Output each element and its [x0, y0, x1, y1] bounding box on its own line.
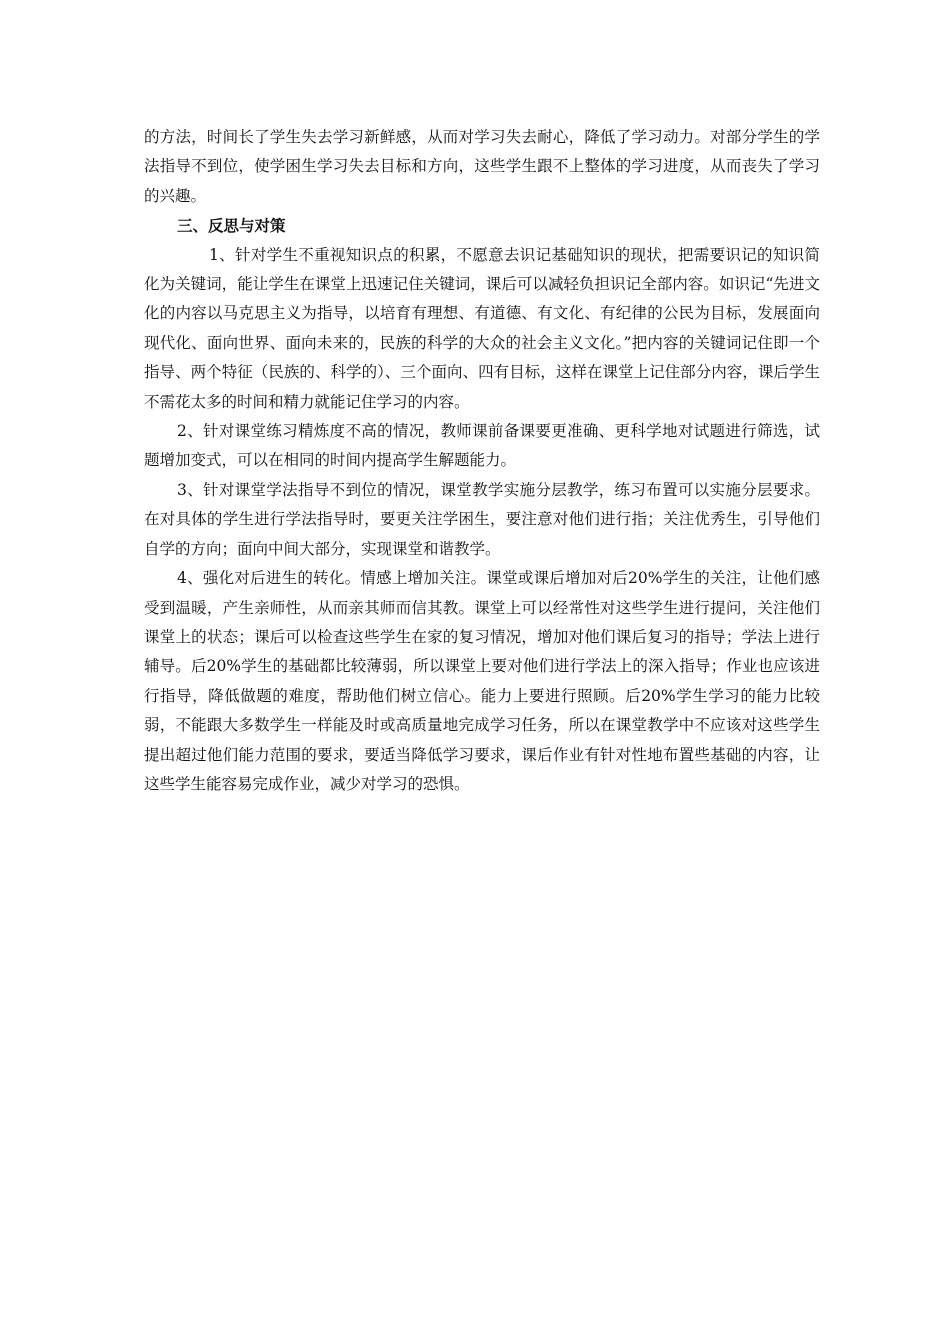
paragraph-4: 4、强化对后进生的转化。情感上增加关注。课堂或课后增加对后20%学生的关注，让他们感受到温暖，产生亲师性，从而亲其师而信其教。课堂上可以经常性对这些学生进行提问，关注他们课堂上的状态；课后可以检查这些学生在家的复习情况，增加对他们课后复习的指导；学法上进行辅导。后20%学生的基础都比较薄弱，所以课堂上要对他们进行学法上的深入指导；作业也应该进行指导，降低做题的难度，帮助他们树立信心。能力上要进行照顾。后20%学生学习的能力比较弱，不能跟大多数学生一样能及时或高质量地完成学习任务，所以在课堂教学中不应该对这些学生提出超过他们能力范围的要求，要适当降低学习要求，课后作业有针对性地布置些基础的内容，让这些学生能容易完成作业，减少对学习的恐惧。 — [144, 569, 820, 793]
continued-paragraph: 的方法，时间长了学生失去学习新鲜感，从而对学习失去耐心，降低了学习动力。对部分学生的学法指导不到位，使学困生学习失去目标和方向，这些学生跟不上整体的学习进度，从而丧失了学习的兴趣。 — [144, 128, 820, 205]
paragraph-3: 3、针对课堂学法指导不到位的情况，课堂教学实施分层教学，练习布置可以实施分层要求。在对具体的学生进行学法指导时，要更关注学困生，要注意对他们进行指；关注优秀生，引导他们自学的方向；面向中间大部分，实现课堂和谐教学。 — [144, 480, 820, 558]
paragraph-2: 2、针对课堂练习精炼度不高的情况，教师课前备课要更准确、更科学地对试题进行筛选，试题增加变式，可以在相同的时间内提高学生解题能力。 — [144, 422, 820, 470]
document-body — [144, 123, 820, 799]
paragraph-1: 1、针对学生不重视知识点的积累，不愿意去识记基础知识的现状，把需要识记的知识简化为关键词，能让学生在课堂上迅速记住关键词，课后可以减轻负担识记全部内容。如识记“先进文化的内容以马克思主义为指导，以培育有理想、有道德、有文化、有纪律的公民为目标，发展面向现代化、面向世界、面向未来的，民族的科学的大众的社会主义文化。”把内容的关键词记住即一个指导、两个特征（民族的、科学的）、三个面向、四有目标，这样在课堂上记住部分内容，课后学生不需花太多的时间和精力就能记住学习的内容。 — [144, 245, 820, 411]
section-heading: 三、反思与对策 — [177, 216, 286, 236]
